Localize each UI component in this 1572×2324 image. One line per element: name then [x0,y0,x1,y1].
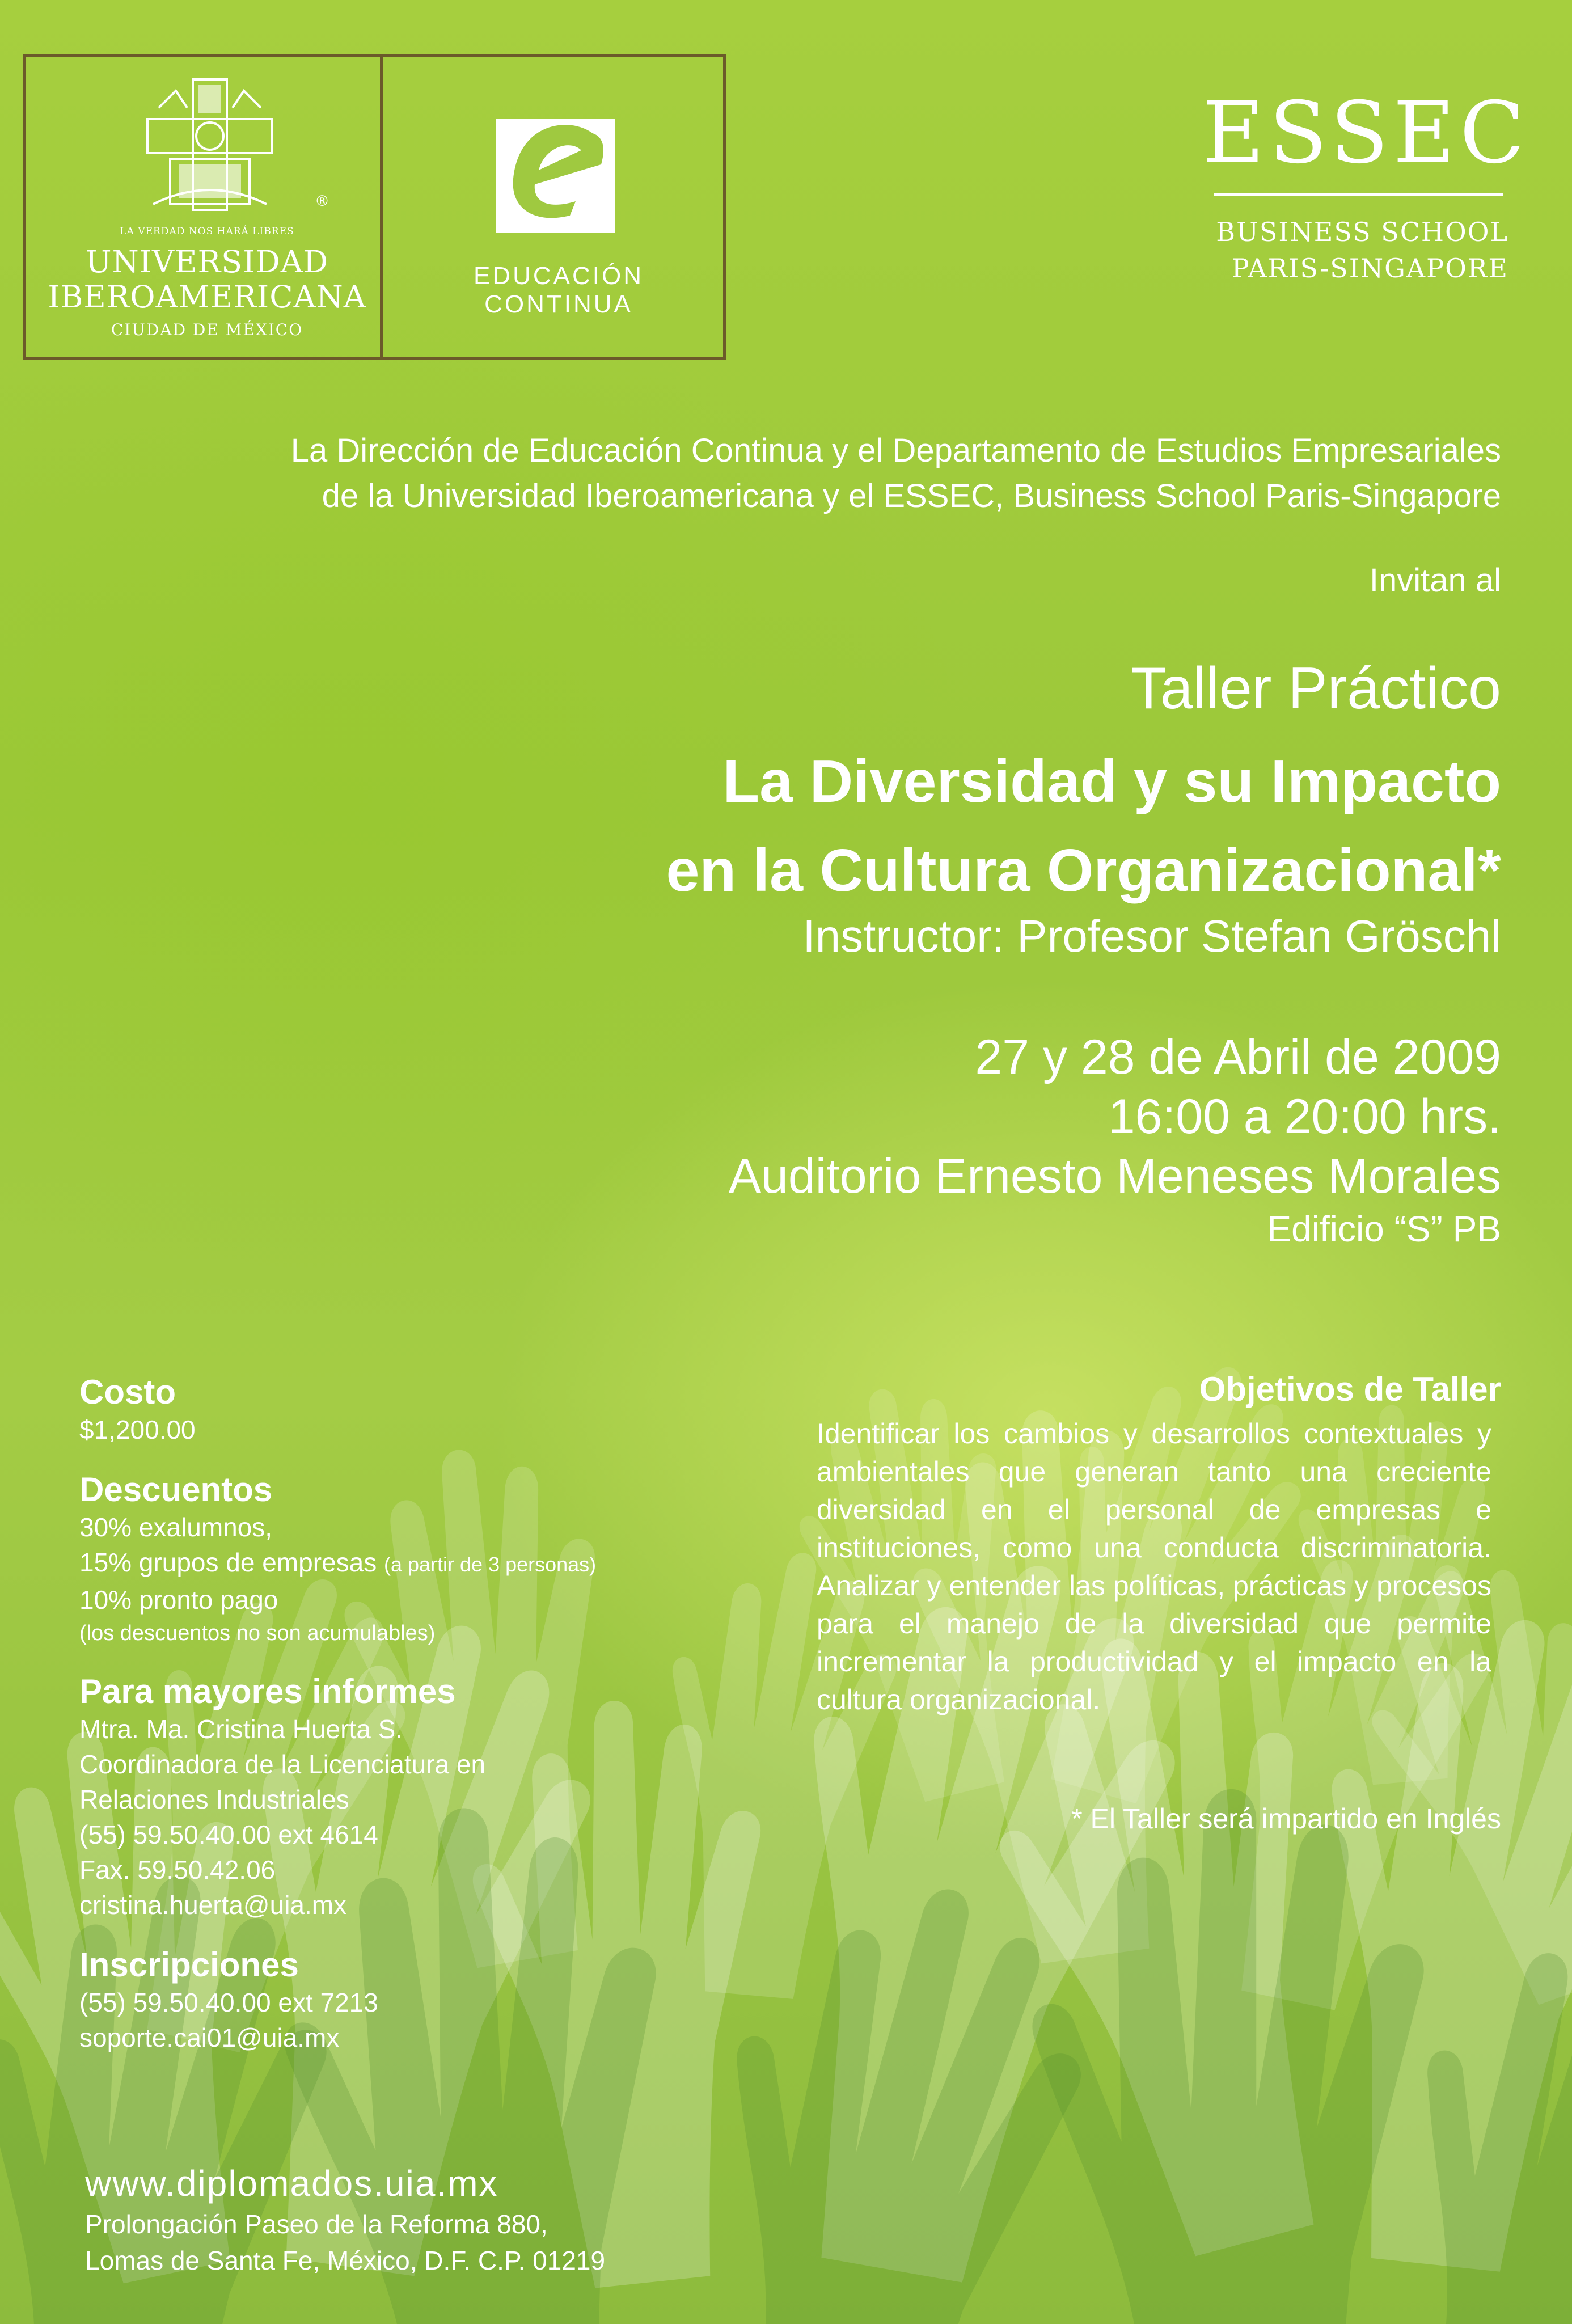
event-title-line2: en la Cultura Organizacional* [666,837,1501,904]
partner-logos-box [23,54,726,360]
logo-divider [380,57,383,357]
event-building: Edificio “S” PB [1267,1209,1501,1249]
ibero-name-line1: UNIVERSIDAD [85,244,329,280]
event-time: 16:00 a 20:00 hrs. [1108,1089,1501,1144]
event-venue: Auditorio Ernesto Meneses Morales [728,1149,1501,1203]
costo-value: $1,200.00 [79,1415,196,1444]
essec-paris-singapore: PARIS-SINGAPORE [1231,253,1508,284]
event-date: 27 y 28 de Abril de 2009 [975,1030,1501,1084]
descuento-pronto-pago: 10% pronto pago [79,1585,278,1615]
essec-business-school: BUSINESS SCHOOL [1216,217,1508,247]
invitan-text: Invitan al [1369,562,1501,599]
descuento-grupos [79,1545,760,1582]
address-line2: Lomas de Santa Fe, México, D.F. C.P. 01219 [85,2246,606,2275]
informes-heading: Para mayores informes [79,1672,456,1710]
contact-fax: Fax. 59.50.42.06 [79,1855,276,1884]
descuentos-heading: Descuentos [79,1471,273,1509]
event-title-line1: La Diversidad y su Impacto [722,748,1501,815]
intro-line1: La Dirección de Educación Continua y el Departamento de Estudios Empresariales [290,432,1501,469]
ibero-crest-icon [136,74,284,216]
contact-role-line2: Relaciones Industriales [79,1785,349,1814]
contact-name: Mtra. Ma. Cristina Huerta S. [79,1714,403,1744]
ibero-city: CIUDAD DE MÉXICO [111,320,303,339]
contact-role-line1: Coordinadora de la Licenciatura en [79,1750,486,1779]
website-url: www.diplomados.uia.mx [85,2163,498,2204]
intro-text [27,428,1501,519]
instructor: Instructor: Profesor Stefan Gröschl [802,911,1501,961]
inscripciones-phone: (55) 59.50.40.00 ext 7213 [79,1988,378,2017]
contact-email: cristina.huerta@uia.mx [79,1890,347,1920]
footer [85,2161,936,2279]
inscripciones-email: soporte.cai01@uia.mx [79,2023,340,2052]
educacion-continua-logo-icon [485,111,627,241]
educacion-continua-label: EDUCACIÓN CONTINUA [473,262,644,318]
inscripciones-heading: Inscripciones [79,1946,299,1984]
costo-heading: Costo [79,1373,176,1411]
event-kind: Taller Práctico [1130,656,1501,721]
objetivos-heading: Objetivos de Taller [1199,1370,1501,1408]
objetivos-body: Identificar los cambios y desarrollos contextuales y ambientales que generan tanto una creciente diversidad en el personal de empresas e instituciones, como una conducta discriminatoria. Analizar y entender las políticas, prácticas y procesos para el manejo de la diversidad que permite incrementar la productividad y el impacto en la cultura organizacional. [817,1418,1491,1715]
registered-mark: ® [315,193,329,210]
descuento-exalumnos: 30% exalumnos, [79,1512,273,1542]
descuento-grupos-note: (a partir de 3 personas) [383,1553,597,1576]
ibero-motto: LA VERDAD NOS HARÁ LIBRES [120,226,294,237]
address-line1: Prolongación Paseo de la Reforma 880, [85,2209,548,2239]
details-column [79,1372,760,2055]
descuentos-note: (los descuentos no son acumulables) [79,1621,436,1645]
language-note: * El Taller será impartido en Inglés [1071,1803,1501,1835]
descuento-grupos-main: 15% grupos de empresas [79,1548,384,1577]
essec-rule [1214,193,1503,196]
contact-phone: (55) 59.50.40.00 ext 4614 [79,1820,378,1849]
intro-line2: de la Universidad Iberoamericana y el ESSEC, Business School Paris-Singapore [322,478,1501,514]
ibero-name-line2: IBEROAMERICANA [48,279,366,315]
essec-logo: ESSEC [1202,84,1529,183]
